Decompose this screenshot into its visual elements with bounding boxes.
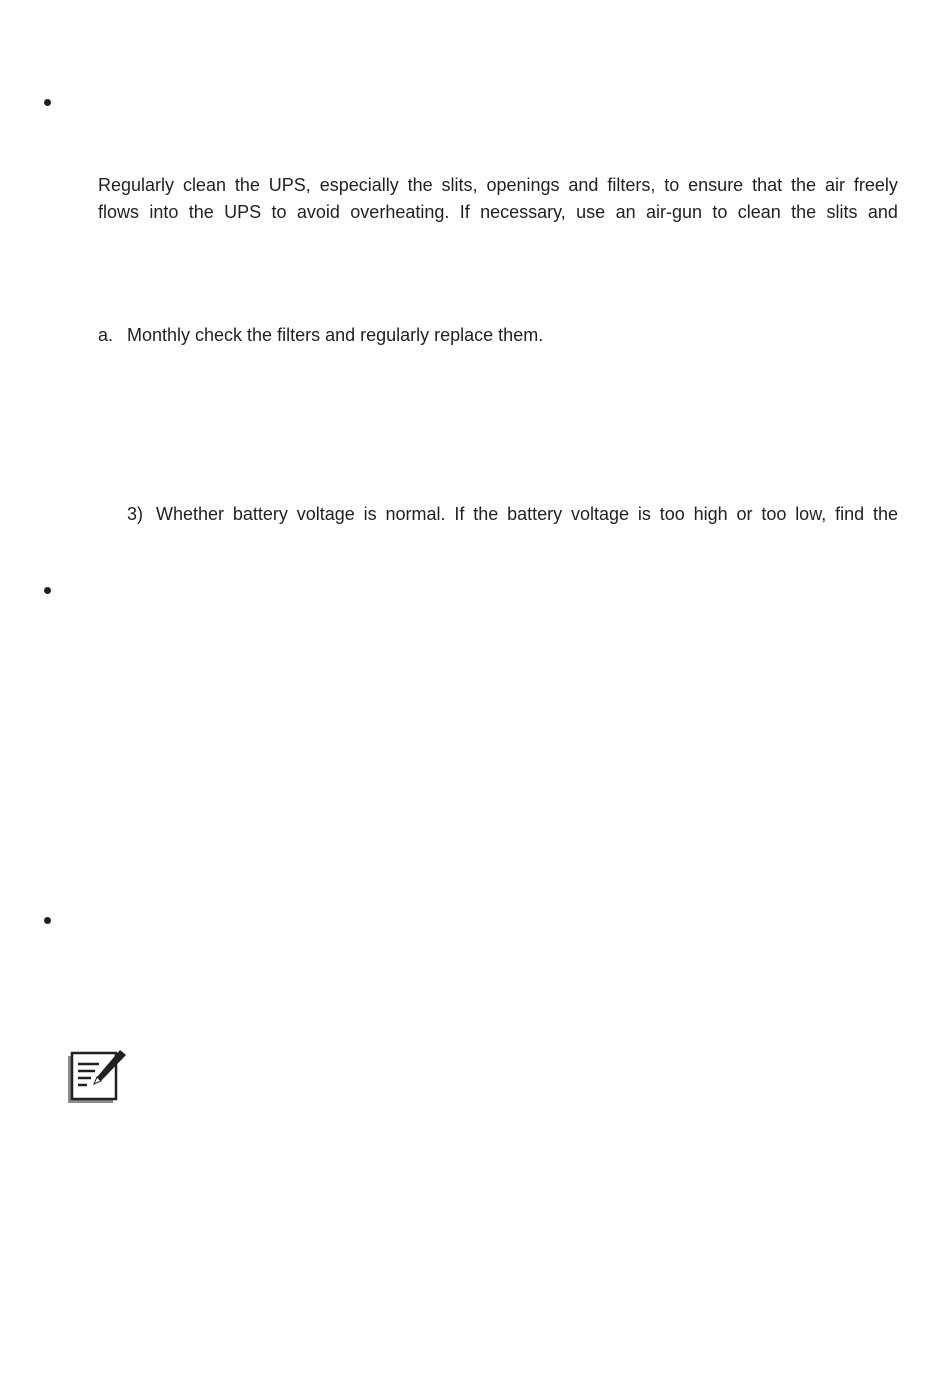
cleaning-line-2-word: into	[149, 202, 179, 222]
bullet-2	[44, 587, 51, 594]
cleaning-line-2-word: use	[576, 202, 606, 222]
cleaning-line-1	[98, 172, 898, 199]
filter-item-text: Monthly check the filters and regularly replace them.	[127, 325, 544, 345]
battery-item-word: the	[473, 504, 499, 524]
cleaning-line-1-word: the	[234, 175, 260, 195]
cleaning-line-1-word: UPS,	[268, 175, 311, 195]
battery-item-word: If	[454, 504, 465, 524]
note-pencil-icon	[67, 1050, 129, 1105]
cleaning-line-1-word: that	[752, 175, 783, 195]
battery-item-word: high	[693, 504, 728, 524]
battery-item-word: voltage	[570, 504, 630, 524]
battery-item-word: battery	[507, 504, 563, 524]
battery-item-text	[156, 502, 898, 526]
battery-item-word: battery	[232, 504, 288, 524]
cleaning-line-2-word: slits	[826, 202, 858, 222]
cleaning-line-1-word: slits,	[441, 175, 478, 195]
cleaning-line-1-word: Regularly	[98, 175, 175, 195]
battery-item-word: Whether	[156, 504, 225, 524]
cleaning-line-2-word: avoid	[296, 202, 340, 222]
cleaning-line-1-word: filters,	[607, 175, 656, 195]
battery-item-marker: 3)	[127, 504, 144, 524]
battery-item-word: too	[761, 504, 787, 524]
cleaning-line-1-word: especially	[319, 175, 399, 195]
cleaning-line-2-word: the	[188, 202, 214, 222]
battery-item-word: is	[637, 504, 651, 524]
cleaning-line-2-word: and	[867, 202, 898, 222]
battery-item-word: find	[835, 504, 865, 524]
cleaning-paragraph	[98, 172, 898, 226]
cleaning-line-1-word: and	[568, 175, 599, 195]
cleaning-line-1-word: openings	[486, 175, 560, 195]
cleaning-line-2-word: air-gun	[645, 202, 702, 222]
battery-item-word: too	[659, 504, 685, 524]
battery-item-word: normal.	[385, 504, 446, 524]
cleaning-line-2-word: If	[459, 202, 470, 222]
bullet-3	[44, 917, 51, 924]
cleaning-line-2-word: necessary,	[480, 202, 566, 222]
cleaning-line-1-word: air	[824, 175, 845, 195]
cleaning-line-2	[98, 199, 898, 226]
filter-item-marker: a.	[98, 325, 114, 345]
cleaning-line-1-word: ensure	[688, 175, 744, 195]
cleaning-line-1-word: freely	[853, 175, 898, 195]
cleaning-line-2-word: to	[271, 202, 287, 222]
cleaning-line-1-word: clean	[182, 175, 226, 195]
cleaning-line-2-word: flows	[98, 202, 140, 222]
cleaning-line-2-word: to	[712, 202, 728, 222]
battery-item-word: low,	[795, 504, 827, 524]
battery-item-word: is	[363, 504, 377, 524]
cleaning-line-2-word: UPS	[224, 202, 262, 222]
battery-item-word: the	[872, 504, 898, 524]
cleaning-line-2-word: the	[791, 202, 817, 222]
cleaning-line-1-word: to	[664, 175, 680, 195]
battery-item-word: voltage	[296, 504, 355, 524]
cleaning-line-1-word: the	[791, 175, 817, 195]
cleaning-line-2-word: clean	[737, 202, 781, 222]
filter-list-item	[98, 323, 543, 347]
cleaning-line-2-word: overheating.	[350, 202, 450, 222]
cleaning-line-1-word: the	[407, 175, 433, 195]
cleaning-line-2-word: an	[615, 202, 636, 222]
battery-item-word: or	[736, 504, 753, 524]
battery-list-item	[127, 502, 898, 526]
bullet-1	[44, 99, 51, 106]
